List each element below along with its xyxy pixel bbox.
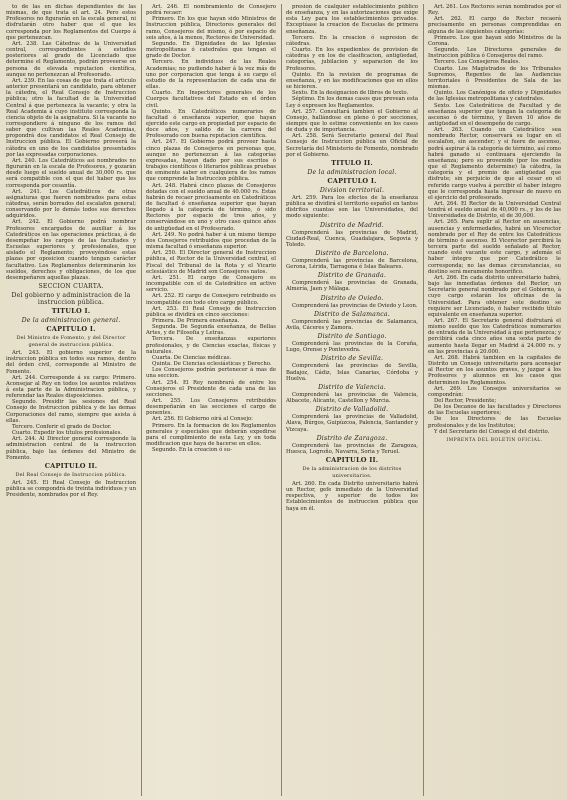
article-paragraph: Art. 238. Las Cátedras de la Universidad central, correspondientes á estudios posteriores al grado de Licenciado que determine el Reglamento, podrán proveerse en persona de elevada reputacion científica, aunque no pertenezcan al Profesorado. xyxy=(6,40,136,78)
article-paragraph: Comprenderá las provincias de Valencia, Albacete, Alicante, Castellon y Murcia. xyxy=(286,391,418,405)
article-paragraph: Comprenderá las provincias de Zaragoza, Huesca, Logroño, Navarra, Soria y Teruel. xyxy=(286,442,418,455)
article-paragraph: Primera. De Primera enseñanza. xyxy=(152,317,240,324)
article-paragraph: Art. 244. Al Director general corresponde la administracion central de la instruccion pública, bajo las órdenes del Ministro de Fomento. xyxy=(6,436,136,461)
section-heading: Distrito de Barcelona. xyxy=(315,250,389,257)
article-paragraph: Art. 257. Consultará tambien el Gobierno al Consejo, hallándose en pleno ó por secciones, siempre que lo estime conveniente en los casos de duda y de importancia. xyxy=(286,108,418,134)
article-paragraph: Cuarto. Expedir los títulos profesionales. xyxy=(12,430,122,437)
section-heading: TITULO I. xyxy=(51,307,91,316)
printer-imprint: IMPRENTA DEL BOLETIN OFICIAL. xyxy=(446,437,543,443)
section-heading: Distrito de Salamanca. xyxy=(314,310,390,318)
article-paragraph: Art. 254. El Rey nombrará de entre los Consejeros el Presidente de cada una de las secciones. xyxy=(146,379,276,398)
section-heading: CAPITULO II. xyxy=(44,461,98,470)
article-paragraph: Comprenderá las provincias de Barcelona, Gerona, Lérida, Tarragona é Islas Baleares. xyxy=(286,258,418,271)
section-heading: De la administracion local. xyxy=(307,168,397,176)
article-paragraph: De los Decanos de las facultades y Directores de las Escuelas superiores; xyxy=(428,404,561,417)
article-paragraph: Quinto. En la revision de programas de enseñanza, y en las modificaciones que en ellos se hicieren. xyxy=(286,71,418,91)
section-heading: Distrito de Granada. xyxy=(317,272,387,280)
column-divider xyxy=(423,4,424,796)
column-divider xyxy=(281,4,282,796)
article-paragraph: Art. 258. Será Secretario general del Real Consejo de Instruccion pública un Oficial de Secretaría del Ministerio de Fomento, nombrado por el Gobierno. xyxy=(286,133,418,158)
article-paragraph: Art. 267. El Secretario general disfrutará el mismo sueldo que los Catedráticos numerarios de entrada de la Universidad á que pertenezca; y percibirá cada cinco años una sexta parte de aumento hasta llegar en Madrid á 24.000 rs. y en las provincias á 20.000. xyxy=(428,317,561,355)
article-paragraph: Art. 248. Habrá cinco plazas de Consejeros dotadas con el sueldo anual de 40.000 rs. Estas habrán de recaer precisamente en Catedráticos de facultad ó enseñanza superior que hayan llegado á la categoría de término, ó sido Rectores por espacio de tres años, y conservándose en uno y otro caso quince años de antigüedad en el Profesorado. xyxy=(146,182,276,232)
article-paragraph: Art. 245. El Real Consejo de Instruccion pública se compondrá de treinta individuos y un Presidente, nombrados por el Rey. xyxy=(6,479,136,499)
article-paragraph: Tercera. De enseñanzas superiores profesionales, y de Ciencias exactas, físicas y naturales. xyxy=(146,336,276,355)
article-paragraph: Art. 259. Para los efectos de la enseñanza pública se dividirá el territorio español en tantos distritos cuantas son las Universidades, del modo siguiente: xyxy=(286,194,418,220)
section-heading: CAPITULO I. xyxy=(327,176,377,185)
section-heading: Distrito de Zaragoza. xyxy=(316,434,388,442)
section-heading: CAPITULO II. xyxy=(325,455,379,464)
section-heading: Del Real Consejo de Instruccion pública. xyxy=(15,471,127,478)
article-paragraph: Comprenderá las provincias de Granada, Almería, Jaen y Málaga. xyxy=(286,280,418,293)
article-paragraph: Primero. Los que hayan sido Ministros de la Corona. xyxy=(428,34,561,47)
section-heading: Distrito de Madrid. xyxy=(320,221,384,229)
article-paragraph: Art. 247. El Gobierno podrá proveer hasta cinco plazas de Consejeros en personas que, aunque no pertenezcan á las categorías expresadas, hayan dado por sus escritos ó trabajos científicos ó literarios públicas pruebas de eminente saber en cualquiera de los ramos que comprende la Instruccion pública. xyxy=(146,139,276,183)
article-paragraph: Art. 263. Cuando un Catedrático sea nombrado Rector, conservará su lugar en el escalafon, sin ascender; y si fuere de ascenso, podrá aspirar á la categoría de término, así como habrá ganado si continuara ejerciendo la enseñanza; pero su provenido (por los medios que el Reglamento determine) la cátedra, la categoría y el premio de antigüedad que disfrute; sin perjuicio de que al cesar en el referido cargo vuelva á percibir el haber íntegro que le corresponda hasta ingresar de nuevo en el ejercicio del profesorado. xyxy=(428,127,561,201)
text-column-3 xyxy=(286,4,418,796)
article-paragraph: Art. 252. El cargo de Consejero retribuido es incompatible con todo otro cargo público. xyxy=(146,293,276,306)
article-paragraph: Tercero. En la creacion ó supresion de cátedras. xyxy=(286,34,418,47)
article-paragraph: Art. 239. En las cosas de que trata el articulo anterior presentará un candidato, para obtener la cátedra, el Real Consejo de Instruccion pública; otro la facultad de la Universidad Central á que pertenezca la vacante; y otra la Real Academia á cuyo instituto corresponda la ciencia objeto de la asignatura. Si la vacante no correspondiere á ninguno de los ramos del saber que cultivan las Reales Academias, propondrá dos candidatos el Real Consejo de Instruccion pública. El Gobierno proveerá la cátedra en uno de los candidatos presentados por las expresadas corporaciones. xyxy=(6,77,136,158)
article-paragraph: Cuarto. Los Magistrados de los Tribunales Supremos, Regentes de las Audiencias territoriales ó Presidentes de Sala de las mismas. xyxy=(428,65,561,91)
article-paragraph: Tercero. Conferir el grado de Doctor. xyxy=(12,423,112,430)
article-paragraph: Comprenderá las provincias de Madrid, Ciudad-Real, Cuenca, Guadalajara, Segovia y Toledo. xyxy=(286,229,418,248)
text-column-4 xyxy=(428,4,561,796)
column-divider xyxy=(141,4,142,796)
section-heading: CAPITULO I. xyxy=(46,325,96,334)
article-paragraph: Tercero. En individuos de las Reales Academias; no pudiendo haber á la vez más de uno por corporacion que tenga á su cargo el estudio de la representacion de cada una de ellas. xyxy=(146,59,276,91)
article-paragraph: Cuarto. En los expedientes de provision de cátedras y en los de clasificacion, antigüedad, categorías, jubilacion y separacion de los Profesores. xyxy=(286,47,418,72)
article-paragraph: Sexto. En la designacion de libros de texto. xyxy=(292,90,409,97)
article-paragraph: Segundo. Los Directores generales de Instruccion pública ó Consejeros del ramo. xyxy=(428,47,561,60)
article-paragraph: Art. 265. Para suplir al Rector en ausencias, ausencias y enfermedades, habrá un Vicerector nombrado por el Rey de entre los Catedráticos de término ó ascenso. El Vicerector percibirá la tercera parte del sueldo señalado al Rector, cuando esté vacante este cargo, y además el haber íntegro que por Catedrático le corresponda; no las demas circunstancias, su destino será meramente honorífico. xyxy=(428,219,561,275)
article-paragraph: Art. 264. El Rector de la Universidad Central tendrá el sueldo anual de 40,000 rs., y los de las Universidades de Distrito, el de 30,000. xyxy=(428,201,561,220)
article-paragraph: Quinto. En Catedráticos numerarios de facultad ó enseñanza superior, que hayan ejercido este cargo en propiedad por espacio de doce años, y salido de la carrera del Profesorado con buena reputacion científica. xyxy=(146,108,276,140)
article-paragraph: Art. 240. Los Catedráticos asi nombrados no figurarán en la escala de Profesores, y gozarán desde luego el sueldo anual de 30,000 rs. que será compatible con el que del haber que les corresponda por cesantía. xyxy=(6,157,136,189)
article-paragraph: Comprenderá las provincias de la Coruña, Lugo, Orense y Pontevedra. xyxy=(286,341,418,354)
section-heading: Distrito de Oviedo. xyxy=(320,294,384,302)
text-column-1 xyxy=(6,4,136,796)
text-column-2 xyxy=(146,4,276,796)
article-paragraph: to de las en dichas dependientes de las mismas, de que trata el art. 24. Pero estos Profesores no figurarán en la escala general, ni disfrutarán otro haber que el que les corresponda por los Reglamentos del Cuerpo á que pertenezcan. xyxy=(6,4,136,41)
article-paragraph: Del Rector, Presidente; xyxy=(434,398,497,404)
article-paragraph: presion de cualquier establecimiento público de enseñanza, y en las autorizaciones que exige esta Ley para los establecimientos privados. Exceptúase la creacion de Escuelas de primera enseñanza. xyxy=(286,4,418,35)
article-paragraph: Art. 244. Corresponde á su cargo: Primero. Aconsejar al Rey en todos los asuntos relativos á esta parte de la Administracion pública, y referendar las Reales disposiciones. xyxy=(6,374,136,400)
article-paragraph: Segunda. De Segunda enseñanza, de Bellas Artes, y de Filosofía y Letras. xyxy=(146,324,276,337)
article-paragraph: Segundo. Presidir las sesiones del Real Consejo de Instruccion pública y de las demas Corporaciones del ramo, siempre que asista á ellas. xyxy=(6,399,136,424)
section-heading: SECCION CUARTA. xyxy=(38,283,104,291)
article-paragraph: Art. 266. En cada distrito universitario habrá, bajo las inmediatas órdenes del Rector, un Secretario general nombrado por el Gobierno, á cuyo cargo estarán los oficinas de la Universidad. Para obtener este destino se requiere ser Licenciado, ó haber recibido título equivalente en enseñanza superior. xyxy=(428,274,561,318)
article-paragraph: Comprenderá las provincias de Salamanca, Avila, Cáceres y Zamora. xyxy=(286,318,418,331)
section-heading: TITULO II. xyxy=(331,158,373,167)
article-paragraph: Art. 246. El nombramiento de Consejero podrá recaer: xyxy=(146,4,276,17)
article-paragraph: Art. 260. En cada Distrito universitario habrá un Rector, gefe inmediato de la Universidad respectiva, y superior de todos los Establecimientos de instruccion pública que haya en él. xyxy=(286,480,418,512)
article-paragraph: Art. 256. El Gobierno oirá al Consejo: xyxy=(152,416,253,423)
article-paragraph: Art. 241. Los Catedráticos de otras asignaturas que fueren nombrados para estas cátedras, serán borrados del escalafon general; conservando por lo demás todos sus derechos adquiridos. xyxy=(6,188,136,220)
article-paragraph: Art. 262. El cargo de Rector recaerá precisamente en personas comprendidas en alguna de las siguientes categorías: xyxy=(428,16,561,35)
article-paragraph: Comprenderá las provincias de Valladolid, Alava, Búrgos, Guipúzcoa, Palencia, Santander y Vizcaya. xyxy=(286,414,418,433)
article-paragraph: Segundo. En la creacion ó su- xyxy=(152,447,232,454)
article-paragraph: Primero. En la formacion de los Reglamentos generales y especiales que deberán expedirse para el cumplimiento de esta Ley, y en toda modificacion que haya de hacerse en ellos. xyxy=(146,422,276,448)
article-paragraph: Y del Secretario del Consejo el del distrito. xyxy=(434,428,550,435)
article-paragraph: Art. 261. Los Rectores serán nombrados por el Rey. xyxy=(428,4,561,17)
section-heading: Distrito de Valencia. xyxy=(318,383,386,391)
article-paragraph: Los Consejeros podrán pertenecer á mas de una seccion. xyxy=(146,367,276,380)
article-paragraph: Segundo. En Dignidades de las Iglesias metropolitanas ó catedrales que tengan el grado de Doctor. xyxy=(146,40,276,60)
section-heading: Del gobierno y administracion de la instruccion pública. xyxy=(11,292,131,307)
article-paragraph: Art. 242. El Gobierno podrá nombrar Profesores encargados de auxiliar á los Catedráticos en las operaciones prácticas, á de desempeñar los cargos de las facultades y Escuelas superiores y profesionales, que aislado el Reglamento; proveyéndose estas plazas por oposicion cuando tengan carácter facultativo. Los Reglamentos determinarán los sueldos, derechos y obligaciones, de los que desempeñaren aquellas plazas. xyxy=(6,219,136,281)
section-heading: Del Ministro de Fomento, y del Director general de instruccion pública. xyxy=(16,335,126,349)
article-paragraph: Art. 251. El cargo de Consejero es incompatible con el de Catedrático en activo servicio. xyxy=(146,274,276,294)
article-paragraph: Cuarta. De Ciencias médicas. xyxy=(152,354,232,361)
article-paragraph: Quinto. Los Canónigos de oficio y Dignidades de las Iglesias metropolitanas y catedrales. xyxy=(428,90,561,103)
article-paragraph: Primero. En los que hayan sido Ministros de Instruccion pública, Directores generales del ramo, Consejeros del mismo, ó por espacio de seis años, á la menos, Rectores de Universidad. xyxy=(146,16,276,41)
section-heading: Distrito de Sevilla. xyxy=(320,355,384,363)
article-paragraph: Art. 269. Los Consejos universitarios se compondrán: xyxy=(428,385,561,398)
article-paragraph: Cuarto. En Inspectores generales de los Cuerpos facultativos del Estado en el órden civil. xyxy=(146,90,276,109)
section-heading: Distrito de Santiago. xyxy=(317,333,387,341)
article-paragraph: De los Directores de las Escuelas profesionales y de los Institutos; xyxy=(428,416,561,429)
article-paragraph: Tercero. Los Consejeros Reales. xyxy=(434,59,520,66)
article-paragraph: Comprenderá las provincias de Oviedo y Leon. xyxy=(292,302,418,309)
article-paragraph: Sexto. Los Catedráticos de Facultad y de enseñanza superior que tengan la categoría de ascenso ó de término, y lleven 10 años de antigüedad en el desempeño de cargo. xyxy=(428,102,561,127)
section-heading: Division territorial. xyxy=(319,186,385,194)
article-paragraph: Comprenderá las provincias de Sevilla, Badajoz, Cádiz, Islas Canarias, Córdoba y Huelva. xyxy=(286,363,418,382)
section-heading: De la administracion de los distritos universitarios. xyxy=(302,465,402,479)
article-paragraph: Quinta. De Ciencias eclesiásticas y Derecho. xyxy=(152,361,272,368)
section-heading: De la administracion general. xyxy=(21,317,121,325)
article-paragraph: Art. 253. El Real Consejo de Instruccion pública se dividirá en cinco secciones: xyxy=(146,305,276,318)
article-paragraph: Séptimo. En los demas casos que prevean esta Ley ó expresen los Reglamentos. xyxy=(286,96,418,109)
article-paragraph: Art. 249. No podrá haber á un mismo tiempo dos Consejeros retribuidos que procedan de la misma facultad ó enseñanza superior. xyxy=(146,231,276,251)
section-heading: Distrito de Valladolid. xyxy=(315,406,389,414)
article-paragraph: Art. 243. El gobierno superior de la instruccion pública en todos sus ramos, dentro del órden civil, corresponde al Ministro de Fomento. xyxy=(6,350,136,375)
article-paragraph: Art. 250. El Director general de Instruccion pública, el Rector de la Universidad central, el Fiscal del Tribunal de la Rota y el Vicario eclesiástico de Madrid son Consejeros natos. xyxy=(146,250,276,275)
article-paragraph: Art. 255. Los Consejeros retribuidos desempeñarán en las secciones el cargo de ponentes. xyxy=(146,398,276,417)
article-paragraph: Art. 268. Habrá tambien en la capitales de Distrito un Consejo universitario para aconsejar al Rector en los asuntos graves, y juzgar á los Profesores y alumnos en los casos que determinen los Reglamentos. xyxy=(428,354,561,386)
